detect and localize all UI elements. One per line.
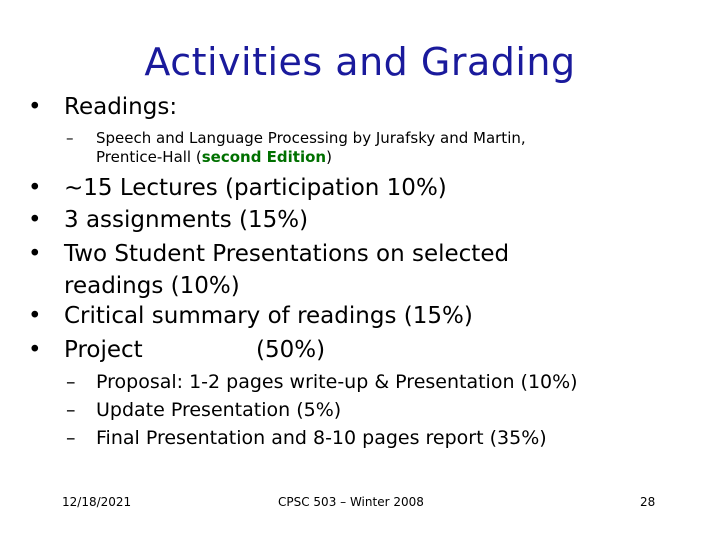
- readings-sub-line2-after: ): [326, 148, 332, 166]
- project-sub-update: Update Presentation (5%): [96, 399, 342, 421]
- project-sub-final: Final Presentation and 8-10 pages report (35%): [96, 427, 547, 449]
- bullet-icon: •: [28, 241, 42, 267]
- edition-highlight: second Edition: [201, 148, 327, 166]
- bullet-project-label: Project: [64, 337, 143, 363]
- dash-icon: –: [66, 399, 76, 421]
- dash-icon: –: [66, 129, 74, 147]
- bullet-icon: •: [28, 303, 42, 329]
- project-sub-proposal: Proposal: 1-2 pages write-up & Presentation (10%): [96, 371, 578, 393]
- bullet-icon: •: [28, 337, 42, 363]
- bullet-icon: •: [28, 94, 42, 120]
- dash-icon: –: [66, 371, 76, 393]
- slide-title: Activities and Grading: [144, 40, 576, 84]
- readings-sub-line1: Speech and Language Processing by Jurafsky and Martin,: [96, 129, 526, 147]
- bullet-assignments-text: 3 assignments (15%): [64, 207, 309, 233]
- bullet-presentations-line2: readings (10%): [64, 273, 240, 299]
- bullet-project-value: (50%): [256, 337, 326, 363]
- bullet-critical-text: Critical summary of readings (15%): [64, 303, 473, 329]
- footer-date: 12/18/2021: [62, 495, 132, 509]
- dash-icon: –: [66, 427, 76, 449]
- footer-course: CPSC 503 – Winter 2008: [278, 495, 424, 509]
- bullet-lectures-text: ~15 Lectures (participation 10%): [64, 175, 447, 201]
- bullet-readings-text: Readings:: [64, 94, 178, 120]
- readings-sub-line2-before: Prentice-Hall (: [96, 148, 202, 166]
- bullet-icon: •: [28, 207, 42, 233]
- bullet-presentations-line1: Two Student Presentations on selected: [64, 241, 510, 267]
- bullet-icon: •: [28, 175, 42, 201]
- footer-page-number: 28: [640, 495, 656, 509]
- readings-sub-line2: [96, 149, 332, 166]
